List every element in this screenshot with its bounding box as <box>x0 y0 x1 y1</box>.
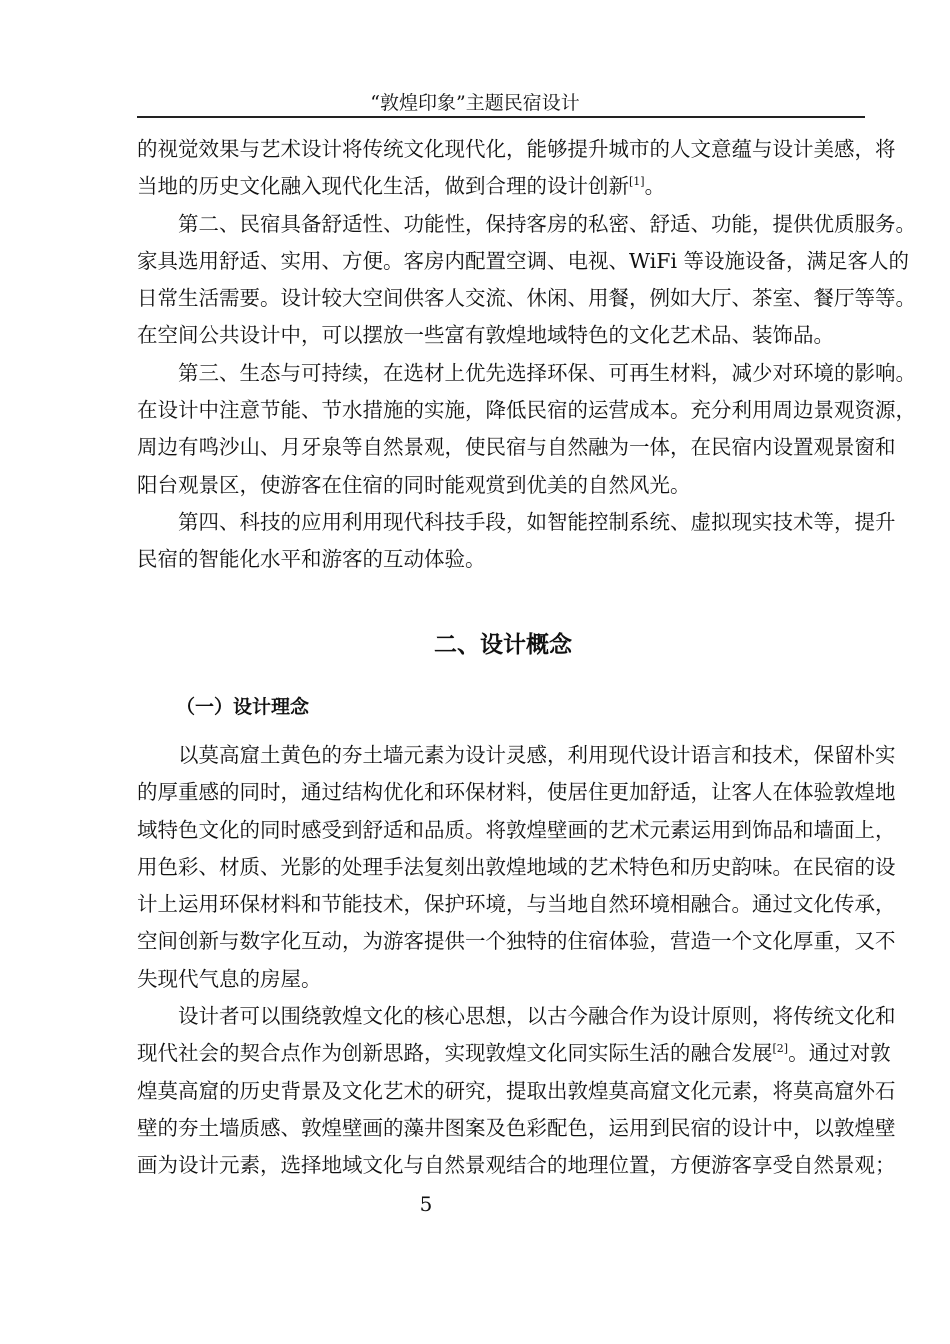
paragraph <box>137 131 896 206</box>
text-line: 计上运用环保材料和节能技术，保护环境，与当地自然环境相融合。通过文化传承， <box>137 892 896 917</box>
text-line <box>137 168 843 205</box>
text-line: 日常生活需要。设计较大空间供客人交流、休闲、用餐，例如大厅、茶室、餐厅等等。 <box>137 286 916 311</box>
text-line: 阳台观景区，使游客在住宿的同时能观赏到优美的自然风光。 <box>137 472 691 497</box>
text-line: 在设计中注意节能、节水措施的实施，降低民宿的运营成本。充分利用周边景观资源， <box>137 398 916 423</box>
header-divider <box>137 116 865 118</box>
text-line: 用色彩、材质、光影的处理手法复刻出敦煌地域的艺术特色和历史韵味。在民宿的设 <box>137 854 896 879</box>
text-line: 的视觉效果与艺术设计将传统文化现代化，能够提升城市的人文意蕴与设计美感，将 <box>137 137 896 161</box>
text-segment: 。 <box>644 174 666 199</box>
paragraph <box>137 206 916 355</box>
text-line: 设计者可以围绕敦煌文化的核心思想，以古今融合作为设计原则，将传统文化和 <box>178 1004 896 1029</box>
text-line: 在空间公共设计中，可以摆放一些富有敦煌地域特色的文化艺术品、装饰品。 <box>137 323 834 348</box>
text-line <box>137 1035 891 1072</box>
text-line: 民宿的智能化水平和游客的互动体验。 <box>137 547 486 572</box>
paragraph <box>137 737 896 998</box>
text-line: 煌莫高窟的历史背景及文化艺术的研究，提取出敦煌莫高窟文化元素，将莫高窟外石 <box>137 1078 896 1103</box>
running-header: “敦煌印象”主题民宿设计 <box>370 92 580 114</box>
text-line: 的厚重感的同时，通过结构优化和环保材料，使居住更加舒适，让客人在体验敦煌地 <box>137 780 896 805</box>
subsection-heading: （一）设计理念 <box>176 696 310 718</box>
citation-reference: [2] <box>772 1042 789 1056</box>
text-segment: 。通过对敦 <box>788 1041 891 1066</box>
text-line: 画为设计元素，选择地域文化与自然景观结合的地理位置，方便游客享受自然景观； <box>137 1153 896 1178</box>
text-line: 家具选用舒适、实用、方便。客房内配置空调、电视、WiFi 等设施设备，满足客人的 <box>137 248 910 273</box>
text-line: 以莫高窟土黄色的夯土墙元素为设计灵感，利用现代设计语言和技术，保留朴实 <box>178 743 896 767</box>
text-segment: 现代社会的契合点作为创新思路，实现敦煌文化同实际生活的融合发展 <box>137 1041 773 1066</box>
body-text-section-2 <box>137 737 896 1185</box>
text-segment: 当地的历史文化融入现代化生活，做到合理的设计创新 <box>137 174 629 199</box>
text-line: 空间创新与数字化互动，为游客提供一个独特的住宿体验，营造一个文化厚重，又不 <box>137 929 896 954</box>
text-line: 壁的夯土墙质感、敦煌壁画的藻井图案及色彩配色，运用到民宿的设计中，以敦煌壁 <box>137 1115 896 1140</box>
text-line: 第四、科技的应用利用现代科技手段，如智能控制系统、虚拟现实技术等，提升 <box>178 509 896 534</box>
page-number: 5 <box>419 1192 433 1216</box>
text-line: 域特色文化的同时感受到舒适和品质。将敦煌壁画的艺术元素运用到饰品和墙面上， <box>137 817 896 842</box>
body-text-section-1 <box>137 131 916 579</box>
citation-reference: [1] <box>629 175 645 189</box>
paragraph <box>137 998 896 1184</box>
paragraph <box>137 504 896 579</box>
text-line: 周边有鸣沙山、月牙泉等自然景观，使民宿与自然融为一体，在民宿内设置观景窗和 <box>137 435 896 460</box>
paragraph <box>137 355 916 504</box>
text-line: 第三、生态与可持续，在选材上优先选择环保、可再生材料，减少对环境的影响。 <box>178 360 916 385</box>
text-line: 第二、民宿具备舒适性、功能性，保持客房的私密、舒适、功能，提供优质服务。 <box>178 211 916 236</box>
section-heading: 二、设计概念 <box>434 632 572 658</box>
text-line: 失现代气息的房屋。 <box>137 966 322 991</box>
